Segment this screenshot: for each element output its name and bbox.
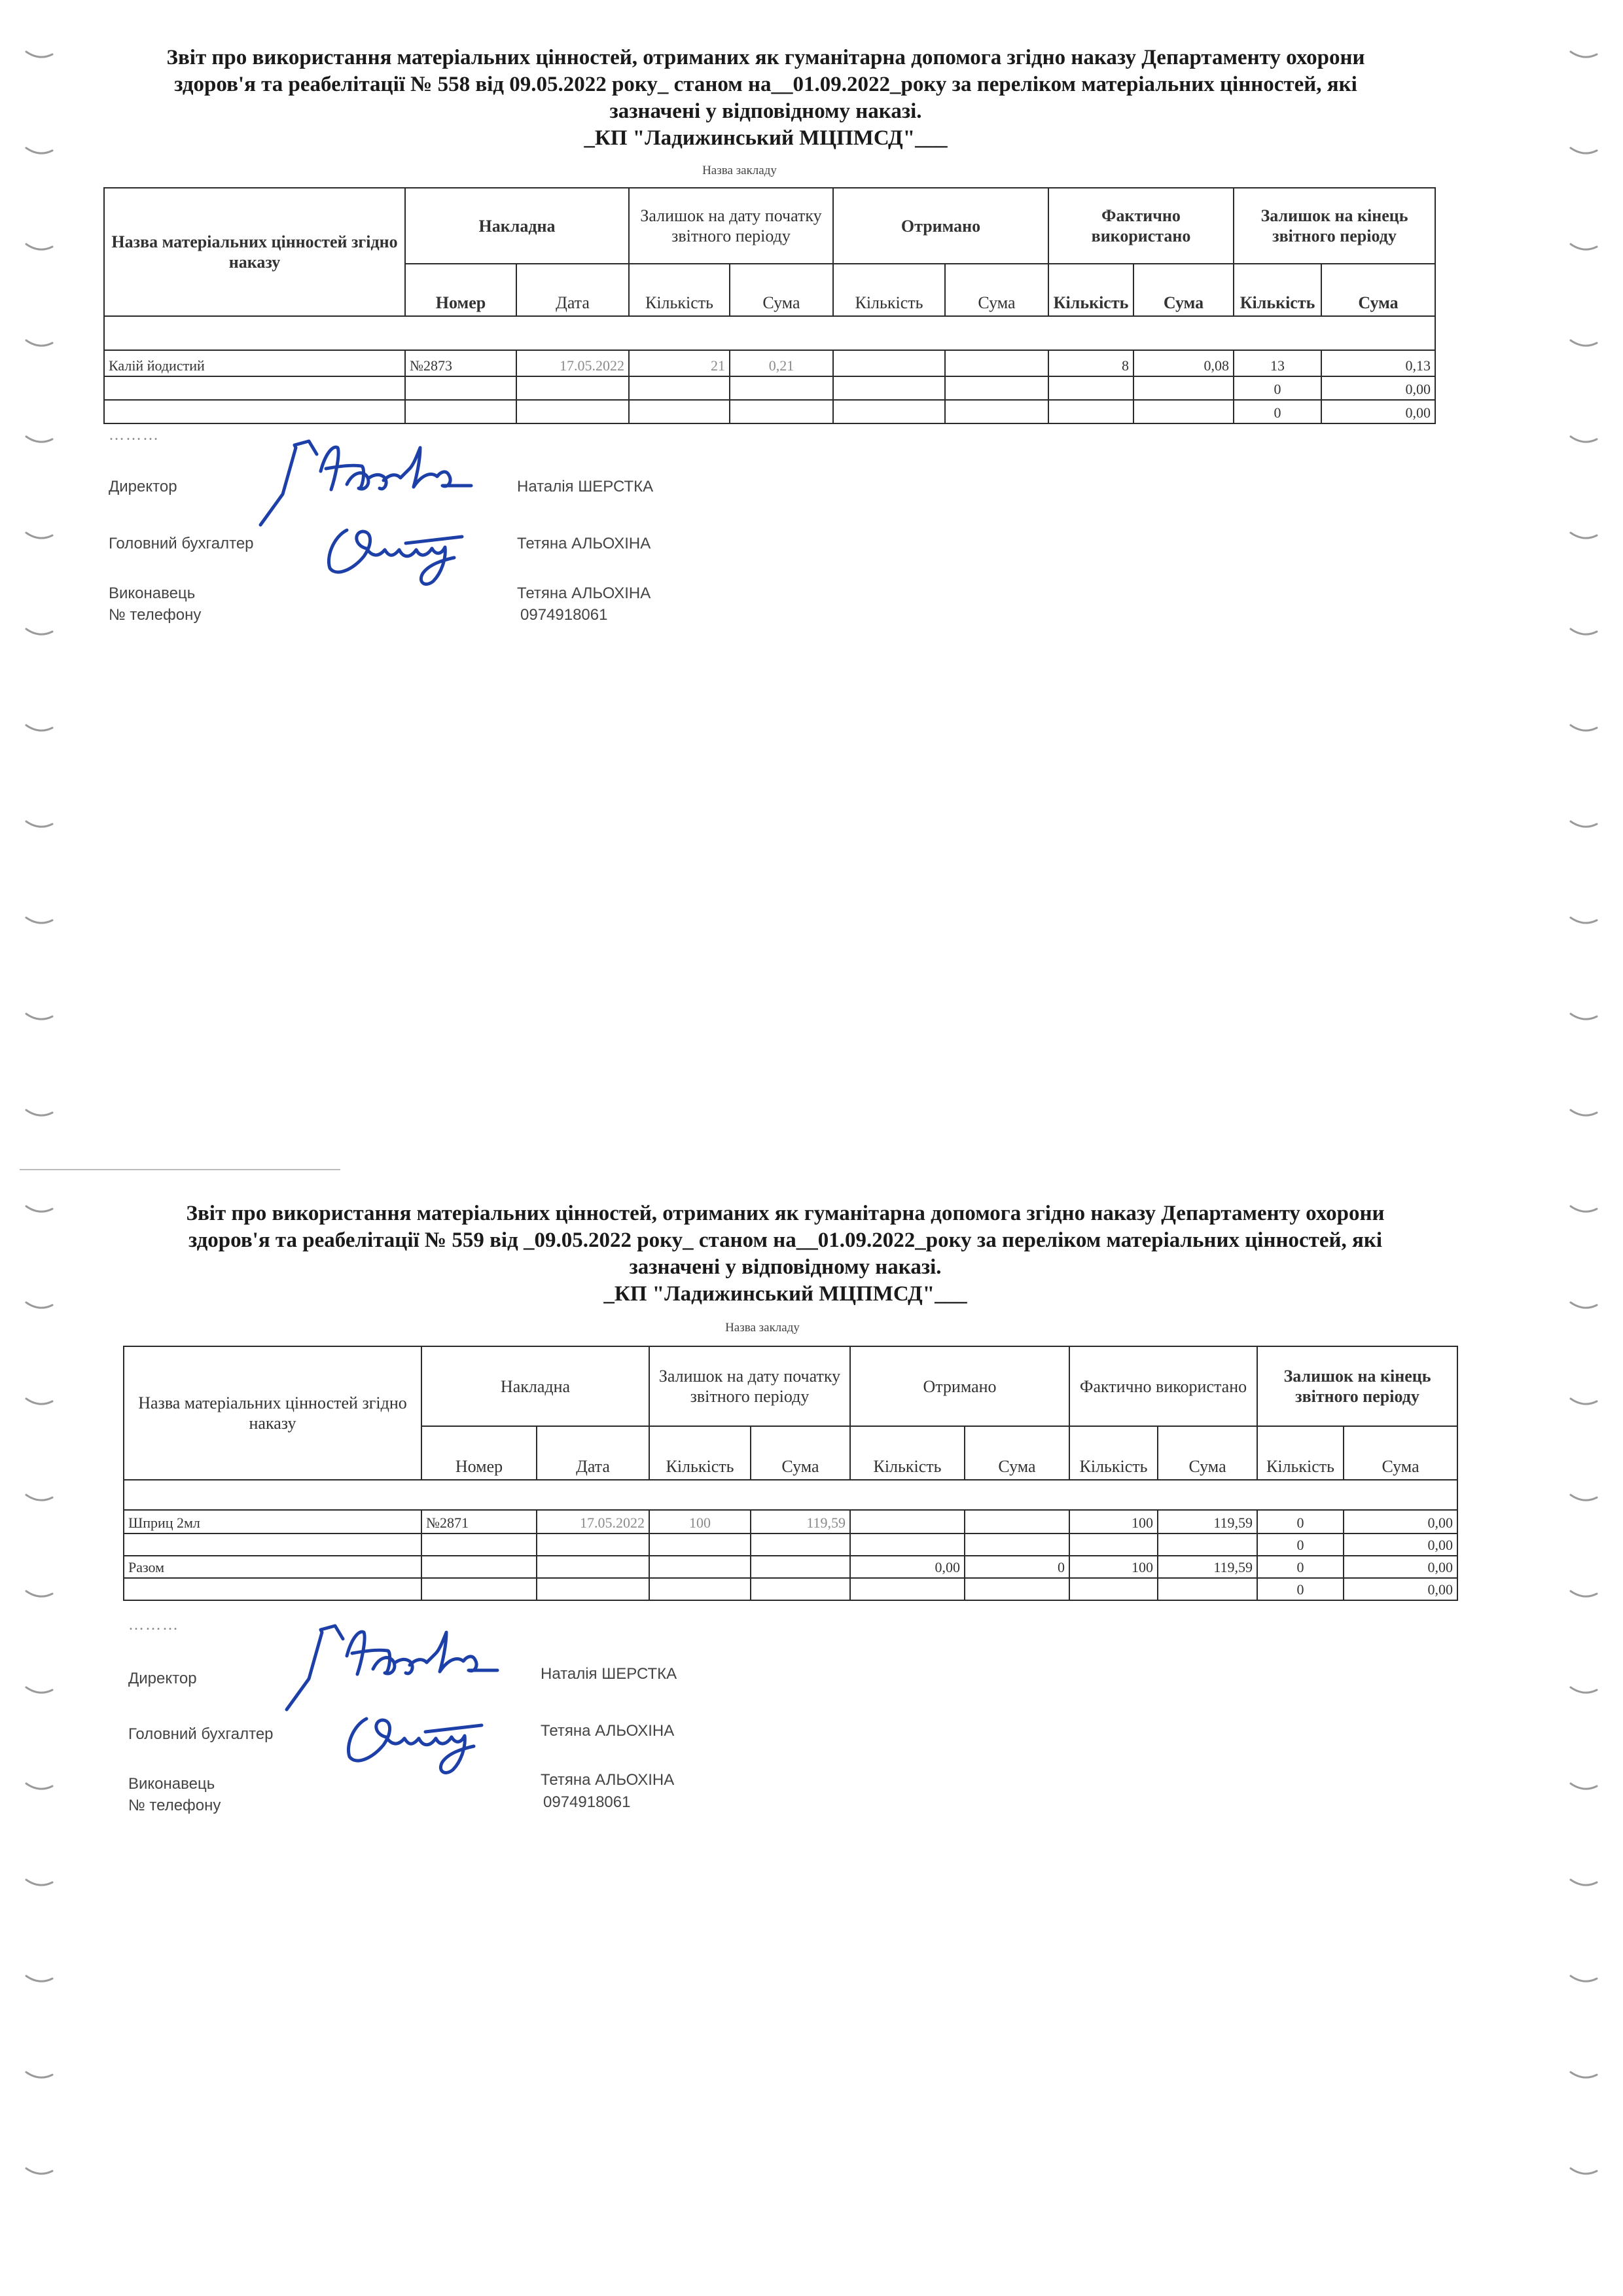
subheader-sum: Сума — [965, 1426, 1069, 1480]
subheader-sum: Сума — [1321, 264, 1435, 316]
phone-number: 0974918061 — [520, 606, 608, 624]
title-line: здоров'я та реабелітації № 558 від 09.05.2022 року_ станом на__01.09.2022_року за переліком матеріальних цінностей, які — [174, 73, 1357, 96]
punch-hole-left — [26, 244, 52, 249]
closing-qty: 0 — [1234, 376, 1321, 400]
institution-caption: Назва закладу — [725, 1321, 800, 1335]
punch-hole-left — [26, 1302, 52, 1308]
punch-hole-left — [26, 1687, 52, 1693]
title-line: здоров'я та реабелітації № 559 від _09.05.2022 року_ станом на__01.09.2022_року за переліком матеріальних цінностей, які — [188, 1229, 1383, 1252]
punch-hole-left — [26, 148, 52, 153]
closing-qty: 0 — [1257, 1578, 1344, 1600]
subheader-sum: Сума — [1344, 1426, 1457, 1480]
header-used: Фактично використано — [1048, 188, 1234, 264]
closing-sum: 0,00 — [1321, 400, 1435, 423]
header-used: Фактично використано — [1069, 1346, 1257, 1426]
header-name: Назва матеріальних цінностей згідно наказу — [104, 188, 405, 316]
director-label: Директор — [128, 1670, 197, 1687]
header-invoice: Накладна — [405, 188, 629, 264]
punch-hole-left — [26, 2168, 52, 2174]
subheader-sum: Сума — [945, 264, 1048, 316]
punch-hole-left — [26, 1399, 52, 1404]
subheader-qty: Кількість — [649, 1426, 751, 1480]
punch-hole-right — [1571, 2168, 1597, 2174]
closing-qty: 0 — [1257, 1510, 1344, 1534]
subheader-sum: Сума — [730, 264, 833, 316]
closing-sum: 0,00 — [1344, 1510, 1457, 1534]
accountant-label: Головний бухгалтер — [128, 1725, 274, 1743]
subheader-qty: Кількість — [850, 1426, 965, 1480]
punch-hole-right — [1571, 340, 1597, 346]
punch-hole-left — [26, 533, 52, 538]
punch-hole-left — [26, 1495, 52, 1500]
punch-hole-right — [1571, 629, 1597, 634]
closing-sum: 0,13 — [1321, 350, 1435, 376]
invoice-number: №2873 — [405, 350, 516, 376]
punch-hole-left — [26, 918, 52, 923]
institution-caption: Назва закладу — [702, 164, 777, 177]
accountant-label: Головний бухгалтер — [109, 535, 254, 552]
subheader-qty: Кількість — [1234, 264, 1321, 316]
used-qty: 100 — [1069, 1510, 1158, 1534]
punch-hole-left — [26, 52, 52, 57]
item-name: Шприц 2мл — [124, 1510, 421, 1534]
punch-hole-right — [1571, 1302, 1597, 1308]
total-label: Разом — [124, 1556, 421, 1578]
title-line: Звіт про використання матеріальних цінностей, отриманих як гуманітарна допомога згідно наказу Департаменту охорони — [166, 46, 1365, 69]
header-opening-balance: Залишок на дату початку звітного періоду — [629, 188, 833, 264]
header-name: Назва матеріальних цінностей згідно наказу — [124, 1346, 421, 1480]
punch-hole-right — [1571, 1880, 1597, 1885]
accountant-name: Тетяна АЛЬОХІНА — [541, 1722, 675, 1740]
title-line: Звіт про використання матеріальних цінностей, отриманих як гуманітарна допомога згідно наказу Департаменту охорони — [186, 1202, 1385, 1225]
executor-label: Виконавець — [128, 1775, 215, 1793]
punch-hole-left — [26, 1784, 52, 1789]
punch-hole-right — [1571, 1206, 1597, 1211]
punch-hole-left — [26, 1110, 52, 1115]
punch-hole-right — [1571, 1591, 1597, 1596]
executor-name: Тетяна АЛЬОХІНА — [541, 1771, 675, 1789]
director-name: Наталія ШЕРСТКА — [517, 478, 654, 495]
closing-qty: 0 — [1234, 400, 1321, 423]
closing-sum: 0,00 — [1321, 376, 1435, 400]
opening-qty: 21 — [629, 350, 730, 376]
title-line: зазначені у відповідному наказі. — [629, 1255, 942, 1279]
punch-hole-right — [1571, 821, 1597, 827]
punch-hole-right — [1571, 1110, 1597, 1115]
subheader-sum: Сума — [751, 1426, 850, 1480]
punch-hole-right — [1571, 533, 1597, 538]
subheader-qty: Кількість — [1257, 1426, 1344, 1480]
punch-hole-left — [26, 437, 52, 442]
punch-hole-right — [1571, 1784, 1597, 1789]
phone-label: № телефону — [109, 606, 202, 624]
punch-hole-left — [26, 1976, 52, 1981]
punch-hole-left — [26, 1591, 52, 1596]
punch-hole-left — [26, 1880, 52, 1885]
punch-hole-right — [1571, 1399, 1597, 1404]
title-line: зазначені у відповідному наказі. — [609, 99, 922, 123]
item-name: Калій йодистий — [104, 350, 405, 376]
executor-label: Виконавець — [109, 584, 196, 602]
closing-qty: 0 — [1257, 1534, 1344, 1556]
received-qty: 0,00 — [850, 1556, 965, 1578]
opening-qty: 100 — [649, 1510, 751, 1534]
institution-name: _КП "Ладижинський МЦПМСД"___ — [584, 126, 948, 150]
used-sum: 0,08 — [1133, 350, 1234, 376]
phone-number: 0974918061 — [543, 1793, 631, 1811]
subheader-sum: Сума — [1133, 264, 1234, 316]
invoice-number: №2871 — [421, 1510, 537, 1534]
dots: ……… — [109, 427, 160, 444]
header-closing-balance: Залишок на кінець звітного періоду — [1234, 188, 1435, 264]
header-invoice: Накладна — [421, 1346, 649, 1426]
header-closing-balance: Залишок на кінець звітного періоду — [1257, 1346, 1457, 1426]
header-received: Отримано — [833, 188, 1048, 264]
subheader-qty: Кількість — [629, 264, 730, 316]
dots: ……… — [128, 1617, 179, 1634]
punch-hole-right — [1571, 1976, 1597, 1981]
subheader-qty: Кількість — [1069, 1426, 1158, 1480]
closing-sum: 0,00 — [1344, 1578, 1457, 1600]
subheader-date: Дата — [516, 264, 629, 316]
punch-hole-right — [1571, 52, 1597, 57]
used-qty: 100 — [1069, 1556, 1158, 1578]
punch-hole-right — [1571, 244, 1597, 249]
invoice-date: 17.05.2022 — [516, 350, 629, 376]
subheader-qty: Кількість — [833, 264, 945, 316]
punch-hole-right — [1571, 918, 1597, 923]
punch-hole-right — [1571, 2072, 1597, 2077]
punch-hole-left — [26, 1014, 52, 1019]
punch-hole-right — [1571, 437, 1597, 442]
institution-name: _КП "Ладижинський МЦПМСД"___ — [603, 1282, 967, 1306]
director-label: Директор — [109, 478, 177, 495]
punch-hole-right — [1571, 725, 1597, 730]
header-received: Отримано — [850, 1346, 1069, 1426]
header-opening-balance: Залишок на дату початку звітного періоду — [649, 1346, 850, 1426]
punch-hole-left — [26, 821, 52, 827]
punch-hole-right — [1571, 1014, 1597, 1019]
subheader-qty: Кількість — [1048, 264, 1133, 316]
opening-sum: 119,59 — [751, 1510, 850, 1534]
closing-sum: 0,00 — [1344, 1556, 1457, 1578]
subheader-sum: Сума — [1158, 1426, 1257, 1480]
punch-hole-right — [1571, 1495, 1597, 1500]
punch-hole-left — [26, 629, 52, 634]
accountant-name: Тетяна АЛЬОХІНА — [517, 535, 651, 552]
punch-hole-right — [1571, 1687, 1597, 1693]
used-sum: 119,59 — [1158, 1556, 1257, 1578]
executor-name: Тетяна АЛЬОХІНА — [517, 584, 651, 602]
opening-sum: 0,21 — [730, 350, 833, 376]
phone-label: № телефону — [128, 1797, 221, 1814]
subheader-number: Номер — [421, 1426, 537, 1480]
subheader-date: Дата — [537, 1426, 649, 1480]
punch-hole-left — [26, 2072, 52, 2077]
used-sum: 119,59 — [1158, 1510, 1257, 1534]
closing-qty: 0 — [1257, 1556, 1344, 1578]
punch-hole-left — [26, 340, 52, 346]
received-sum: 0 — [965, 1556, 1069, 1578]
closing-qty: 13 — [1234, 350, 1321, 376]
closing-sum: 0,00 — [1344, 1534, 1457, 1556]
punch-hole-left — [26, 725, 52, 730]
director-name: Наталія ШЕРСТКА — [541, 1665, 677, 1683]
subheader-number: Номер — [405, 264, 516, 316]
punch-hole-left — [26, 1206, 52, 1211]
invoice-date: 17.05.2022 — [537, 1510, 649, 1534]
used-qty: 8 — [1048, 350, 1133, 376]
punch-hole-right — [1571, 148, 1597, 153]
